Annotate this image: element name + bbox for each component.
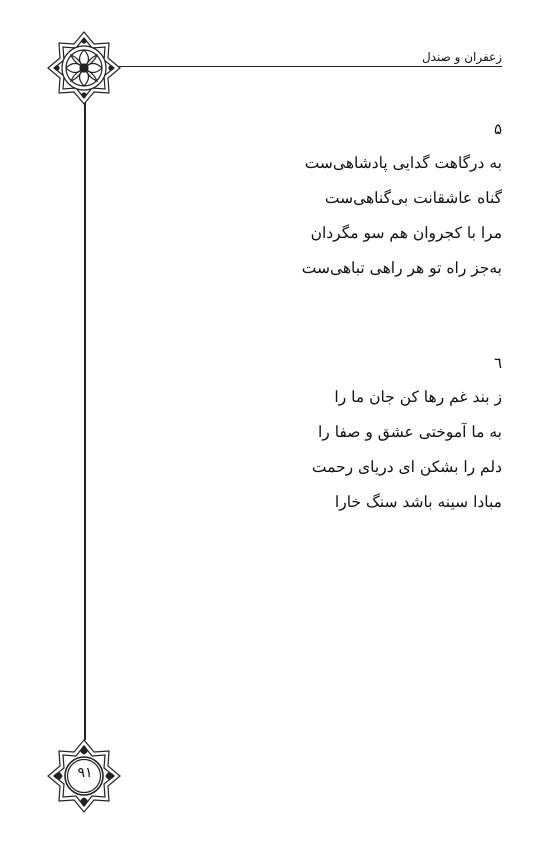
- page-number: ۹۱: [77, 765, 93, 781]
- arabesque-medallion-icon: [46, 30, 122, 106]
- poem-verse: گناه عاشقانت بی‌گناهی‌ست: [324, 189, 502, 207]
- poem-verse: مبادا سینه باشد سنگ خارا: [334, 493, 502, 511]
- poem-verse: به‌جز راه تو هر راهی تباهی‌ست: [301, 259, 502, 277]
- poem-number: ۵: [493, 120, 502, 138]
- poem-verse: دلم را بشکن ای دریای رحمت: [311, 458, 502, 476]
- poem-verse: به درگاهت گدایی پادشاهی‌ست: [304, 154, 502, 172]
- poem-section: [202, 116, 502, 286]
- poem-verse: مرا با کجروان هم سو مگردان: [310, 224, 502, 242]
- poem-number: ٦: [493, 354, 502, 372]
- poem-verse: به ما آموختی عشق و صفا را: [317, 423, 502, 441]
- header-rule: [118, 66, 502, 67]
- margin-rule: [84, 100, 86, 740]
- poem-section: [202, 350, 502, 520]
- running-header-title: زعفران و صندل: [421, 50, 502, 64]
- poem-verse: ز بند غم رها کن جان ما را: [334, 388, 502, 406]
